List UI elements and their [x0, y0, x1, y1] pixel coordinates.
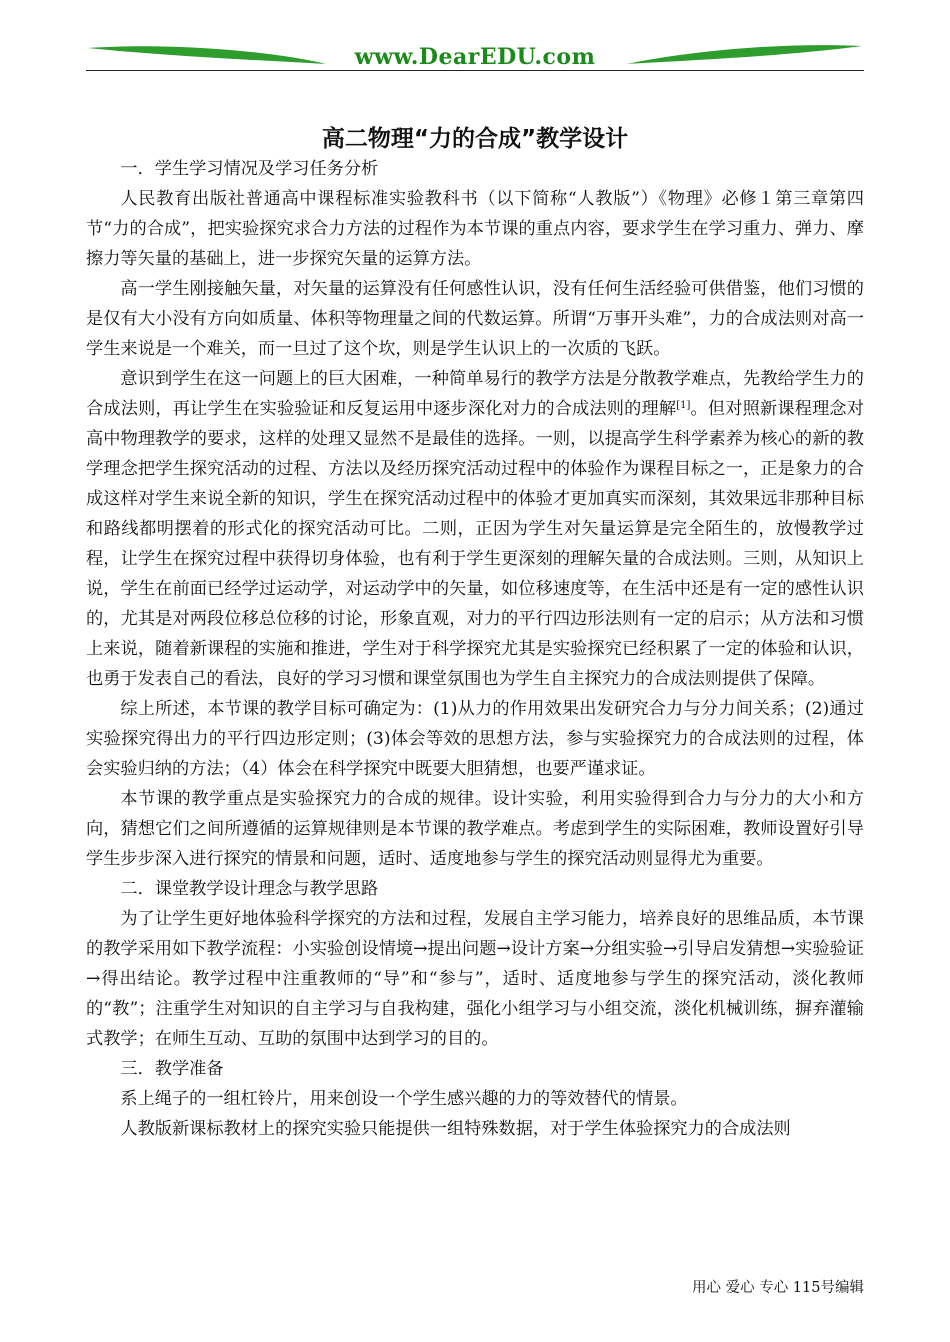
- section-heading: 二．课堂教学设计理念与教学思路: [120, 879, 379, 899]
- document-title: 高二物理“力的合成”教学设计: [321, 126, 629, 152]
- paragraph-text: 。但对照新课程理念对高中物理教学的要求，这样的处理又显然不是最佳的选择。一则，以提高学生科学素养为核心的新的教学理念把学生探究活动的过程、方法以及经历探究活动过程中的体验作为课程目标之一，正是象力的合成这样对学生来说全新的知识，学生在探究活动过程中的体验才更加真实而深刻，其效果远非那种目标和路线都明摆着的形式化的探究活动可比。二则，正因为学生对矢量运算是完全陌生的，放慢教学过程，让学生在探究过程中获得切身体验，也有利于学生更深刻的理解矢量的合成法则。三则，从知识上说，学生在前面已经学过运动学，对运动学中的矢量，如位移速度等，在生活中还是有一定的感性认识的，尤其是对两段位移总位移的讨论，形象直观，对力的平行四边形法则有一定的启示；从方法和习惯上来说，随着新课程的实施和推进，学生对于科学探究尤其是实验探究已经积累了一定的体验和认识，也勇于发表自己的看法，良好的学习习惯和课堂氛围也为学生自主探究力的合成法则提供了保障。: [86, 399, 864, 689]
- header-divider: [86, 70, 864, 71]
- page-footer: 用心 爱心 专心 115号编辑: [691, 1280, 864, 1296]
- paragraph: 综上所述，本节课的教学目标可确定为：(1)从力的作用效果出发研究合力与分力间关系；(2)通过实验探究得出力的平行四边形定则；(3)体会等效的思想方法，参与实验探究力的合成法则的过程，体会实验归纳的方法；（4）体会在科学探究中既要大胆猜想，也要严谨求证。: [86, 699, 864, 779]
- paragraph-text: 意识到学生在这一问题上的巨大困难，一种简单易行的教学方法是分散教学难点，先教给学生力的合成法则，再让学生在实验验证和反复运用中逐步深化对力的合成法则的理解: [86, 369, 864, 419]
- paragraph: 人民教育出版社普通高中课程标准实验教科书（以下简称“人教版”）《物理》必修１第三章第四节“力的合成”，把实验探究求合力方法的过程作为本节课的重点内容，要求学生在学习重力、弹力、摩擦力等矢量的基础上，进一步探究矢量的运算方法。: [86, 189, 864, 269]
- paragraph-with-citation: [86, 364, 864, 694]
- paragraph: 人教版新课标教材上的探究实验只能提供一组特殊数据，对于学生体验探究力的合成法则: [120, 1119, 791, 1139]
- paragraph: 系上绳子的一组杠铃片，用来创设一个学生感兴趣的力的等效替代的情景。: [120, 1089, 688, 1109]
- citation-reference[interactable]: [1]: [676, 400, 691, 411]
- site-logo-text[interactable]: www.DearEDU.com: [354, 44, 596, 70]
- paragraph: 高一学生刚接触矢量，对矢量的运算没有任何感性认识，没有任何生活经验可供借鉴，他们习惯的是仅有大小没有方向如质量、体积等物理量之间的代数运算。所谓“万事开头难”，力的合成法则对高一学生来说是一个难关，而一旦过了这个坎，则是学生认识上的一次质的飞跃。: [86, 279, 864, 359]
- paragraph: 本节课的教学重点是实验探究力的合成的规律。设计实验，利用实验得到合力与分力的大小和方向，猜想它们之间所遵循的运算规律则是本节课的教学难点。考虑到学生的实际困难，教师设置好引导学生步步深入进行探究的情景和问题，适时、适度地参与学生的探究活动则显得尤为重要。: [86, 789, 864, 869]
- section-heading: 三．教学准备: [120, 1059, 224, 1079]
- paragraph: 为了让学生更好地体验科学探究的方法和过程，发展自主学习能力，培养良好的思维品质，本节课的教学采用如下教学流程：小实验创设情境→提出问题→设计方案→分组实验→引导启发猜想→实验验证→得出结论。教学过程中注重教师的“导”和“参与”，适时、适度地参与学生的探究活动，淡化教师的“教”；注重学生对知识的自主学习与自我构建，强化小组学习与小组交流，淡化机械训练，摒弃灌输式教学；在师生互动、互助的氛围中达到学习的目的。: [86, 909, 864, 1049]
- section-heading: 一．学生学习情况及学习任务分析: [120, 159, 379, 179]
- site-header-banner: [86, 38, 864, 72]
- document-body: [86, 154, 864, 1144]
